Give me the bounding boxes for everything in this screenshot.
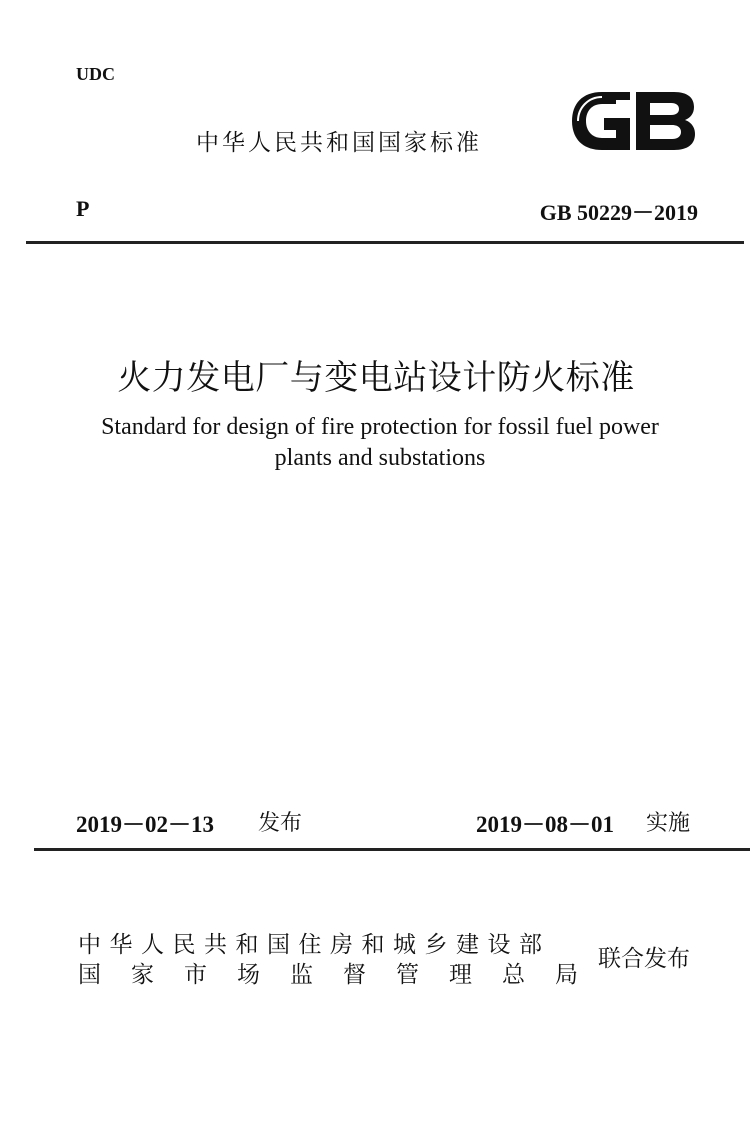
issuer-administration: 国家市场监督管理总局 [78, 962, 608, 988]
header-divider [26, 241, 744, 244]
implement-date: 2019－08－01 [476, 812, 614, 837]
issue-label: 发布 [258, 811, 303, 836]
joint-issue-label: 联合发布 [598, 946, 690, 972]
udc-label: UDC [76, 64, 115, 84]
standard-number: GB 50229－2019 [539, 200, 698, 225]
english-title: Standard for design of fire protection for fossil fuel power plants and substations [101, 414, 659, 471]
gb-logo-graphic [568, 88, 698, 154]
issue-date: 2019－02－13 [76, 812, 214, 837]
classification-code: P [76, 196, 90, 221]
gb-logo [568, 88, 698, 154]
footer-divider [34, 848, 750, 851]
implement-label: 实施 [646, 811, 691, 836]
standard-category: 中华人民共和国国家标准 [196, 130, 482, 156]
chinese-title: 火力发电厂与变电站设计防火标准 [117, 358, 635, 398]
issuer-ministry: 中华人民共和国住房和城乡建设部 [78, 932, 551, 958]
